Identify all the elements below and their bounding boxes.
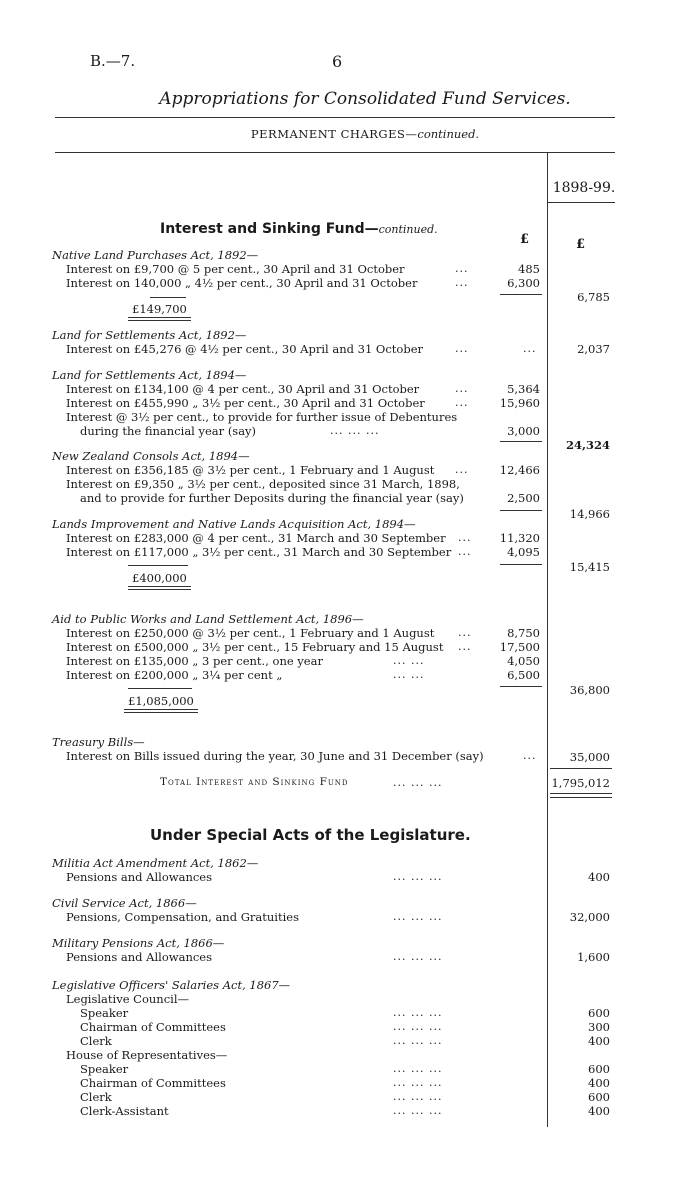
subtotal-rule xyxy=(500,441,542,442)
leader-dots: ... xyxy=(455,463,469,476)
line-item: Interest @ 3½ per cent., to provide for further issue of Debentures xyxy=(66,410,458,424)
line-item: Pensions and Allowances xyxy=(66,870,213,884)
group-heading: House of Representatives— xyxy=(66,1048,228,1062)
line-item: and to provide for further Deposits during the financial year (say) xyxy=(80,491,464,505)
value-col2: 6,785 xyxy=(577,290,610,304)
value-col2: 400 xyxy=(588,1076,610,1090)
leader-dots: ... ... xyxy=(393,654,425,667)
leader-dots: ... ... ... xyxy=(393,1104,443,1117)
leader-dots: ... xyxy=(458,545,472,558)
currency-col1: £ xyxy=(520,232,530,247)
capital-sum: £400,000 xyxy=(128,571,191,587)
leader-dots: ... ... ... xyxy=(393,1020,443,1033)
line-item: Pensions and Allowances xyxy=(66,950,213,964)
section-title: Interest and Sinking Fund— xyxy=(160,221,379,237)
capital-sum: £149,700 xyxy=(128,302,191,318)
act-title: Native Land Purchases Act, 1892— xyxy=(52,248,259,262)
leader-dots: ... xyxy=(523,749,537,762)
leader-dots: ... ... ... xyxy=(393,950,443,963)
line-item: Clerk xyxy=(80,1034,112,1048)
value-col2: 600 xyxy=(588,1006,610,1020)
year-header-rule xyxy=(547,202,615,203)
act-title: Legislative Officers' Salaries Act, 1867— xyxy=(52,978,291,992)
page-number: 6 xyxy=(332,52,343,71)
subtotal-rule xyxy=(500,294,542,295)
line-item: Interest on £45,276 @ 4½ per cent., 30 April and 31 October xyxy=(66,342,423,356)
act-title: New Zealand Consols Act, 1894— xyxy=(52,449,250,463)
leader-dots: ... xyxy=(455,342,469,355)
line-item: Interest on £356,185 @ 3½ per cent., 1 February and 1 August xyxy=(66,463,435,477)
leader-dots: ... ... ... xyxy=(393,1076,443,1089)
line-item: Interest on £135,000 „ 3 per cent., one year xyxy=(66,654,323,668)
line-item: Interest on 140,000 „ 4½ per cent., 30 April and 31 October xyxy=(66,276,418,290)
leader-dots: ... ... ... xyxy=(393,1062,443,1075)
value-col2: 1,600 xyxy=(577,950,610,964)
leader-dots: ... xyxy=(455,396,469,409)
line-item: Interest on £117,000 „ 3½ per cent., 31 March and 30 September xyxy=(66,545,452,559)
capital-sum: £1,085,000 xyxy=(124,694,198,710)
value-col1: 3,000 xyxy=(507,424,540,438)
sum-rule xyxy=(128,688,192,689)
leader-dots: ... xyxy=(458,626,472,639)
line-item: Interest on £250,000 @ 3½ per cent., 1 February and 1 August xyxy=(66,626,435,640)
value-col1: 4,095 xyxy=(507,545,540,559)
leader-dots: ... ... ... xyxy=(393,870,443,883)
grand-total-double-rule xyxy=(550,793,612,798)
total-label: Total Interest and Sinking Fund xyxy=(160,776,349,788)
value-col2: 600 xyxy=(588,1090,610,1104)
line-item: Interest on £134,100 @ 4 per cent., 30 April and 31 October xyxy=(66,382,420,396)
line-item: Interest on £283,000 @ 4 per cent., 31 March and 30 September xyxy=(66,531,446,545)
line-item: Interest on £9,700 @ 5 per cent., 30 April and 31 October xyxy=(66,262,405,276)
value-col2: 400 xyxy=(588,1104,610,1118)
leader-dots: ... ... ... xyxy=(393,776,443,789)
value-col1: 485 xyxy=(518,262,540,276)
value-col2: 14,966 xyxy=(569,507,610,521)
subtitle-continued: continued. xyxy=(417,127,480,141)
value-col2: 400 xyxy=(588,870,610,884)
line-item: Interest on £200,000 „ 3¼ per cent „ xyxy=(66,668,283,682)
line-item: Interest on £455,990 „ 3½ per cent., 30 April and 31 October xyxy=(66,396,425,410)
table-top-rule xyxy=(55,152,615,153)
leader-dots: ... ... ... xyxy=(393,910,443,923)
line-item: Chairman of Committees xyxy=(80,1020,226,1034)
leader-dots: ... ... ... xyxy=(393,1034,443,1047)
line-item: during the financial year (say) xyxy=(80,424,257,438)
act-title: Aid to Public Works and Land Settlement Act, 1896— xyxy=(52,612,364,626)
leader-dots: ... xyxy=(458,531,472,544)
sum-rule xyxy=(150,297,186,298)
leader-dots: ... ... ... xyxy=(330,424,380,437)
line-item: Speaker xyxy=(80,1062,129,1076)
line-item: Speaker xyxy=(80,1006,129,1020)
act-title: Treasury Bills— xyxy=(52,735,145,749)
leader-dots: ... xyxy=(455,382,469,395)
leader-dots: ... xyxy=(458,640,472,653)
grand-total-value: 1,795,012 xyxy=(551,776,610,790)
value-col1: 2,500 xyxy=(507,491,540,505)
act-title: Militia Act Amendment Act, 1862— xyxy=(52,856,259,870)
group-heading: Legislative Council— xyxy=(66,992,190,1006)
value-col1: 6,500 xyxy=(507,668,540,682)
line-item: Pensions, Compensation, and Gratuities xyxy=(66,910,299,924)
value-col1: 6,300 xyxy=(507,276,540,290)
value-col2: 2,037 xyxy=(577,342,610,356)
act-title: Land for Settlements Act, 1894— xyxy=(52,368,247,382)
value-col1: 15,960 xyxy=(499,396,540,410)
leader-dots: ... xyxy=(455,276,469,289)
total-rule xyxy=(550,768,612,769)
value-col1: 12,466 xyxy=(499,463,540,477)
subtitle-main: PERMANENT CHARGES— xyxy=(250,127,418,141)
value-col2: 32,000 xyxy=(569,910,610,924)
currency-col2: £ xyxy=(576,237,586,252)
leader-dots: ... ... ... xyxy=(393,1006,443,1019)
act-title: Land for Settlements Act, 1892— xyxy=(52,328,247,342)
act-title: Military Pensions Act, 1866— xyxy=(52,936,225,950)
subtotal-rule xyxy=(500,686,542,687)
line-item: Interest on £500,000 „ 3½ per cent., 15 February and 15 August xyxy=(66,640,444,654)
section-continued: continued. xyxy=(378,223,438,236)
subtotal-rule xyxy=(500,564,542,565)
leader-dots: ... ... ... xyxy=(393,1090,443,1103)
value-col2: 300 xyxy=(588,1020,610,1034)
line-item: Interest on £9,350 „ 3½ per cent., deposited since 31 March, 1898, xyxy=(66,477,460,491)
value-col1: 17,500 xyxy=(499,640,540,654)
section-special-acts: Under Special Acts of the Legislature. xyxy=(150,826,471,844)
value-col1: 5,364 xyxy=(507,382,540,396)
leader-dots: ... xyxy=(523,342,537,355)
subtotal-rule xyxy=(500,510,542,511)
act-title: Civil Service Act, 1866— xyxy=(52,896,197,910)
page-ref: B.—7. xyxy=(90,52,136,70)
leader-dots: ... xyxy=(455,262,469,275)
value-col1: 4,050 xyxy=(507,654,540,668)
line-item: Interest on Bills issued during the year, 30 June and 31 December (say) xyxy=(66,749,484,763)
act-title: Lands Improvement and Native Lands Acquisition Act, 1894— xyxy=(52,517,416,531)
line-item: Chairman of Committees xyxy=(80,1076,226,1090)
header-rule xyxy=(55,117,615,118)
value-col2: 24,324 xyxy=(565,438,610,452)
line-item: Clerk-Assistant xyxy=(80,1104,169,1118)
line-item: Clerk xyxy=(80,1090,112,1104)
value-col2: 15,415 xyxy=(569,560,610,574)
value-col1: 8,750 xyxy=(507,626,540,640)
value-col2: 600 xyxy=(588,1062,610,1076)
sum-rule xyxy=(128,565,188,566)
page-title: Appropriations for Consolidated Fund Services. xyxy=(159,89,571,109)
value-col2: 400 xyxy=(588,1034,610,1048)
year-header: 1898-99. xyxy=(552,180,616,196)
value-col1: 11,320 xyxy=(499,531,540,545)
leader-dots: ... ... xyxy=(393,668,425,681)
page-subtitle xyxy=(0,127,700,141)
value-col2: 36,800 xyxy=(569,683,610,697)
section-interest-sinking-fund xyxy=(160,221,438,237)
value-col2: 35,000 xyxy=(569,750,610,764)
